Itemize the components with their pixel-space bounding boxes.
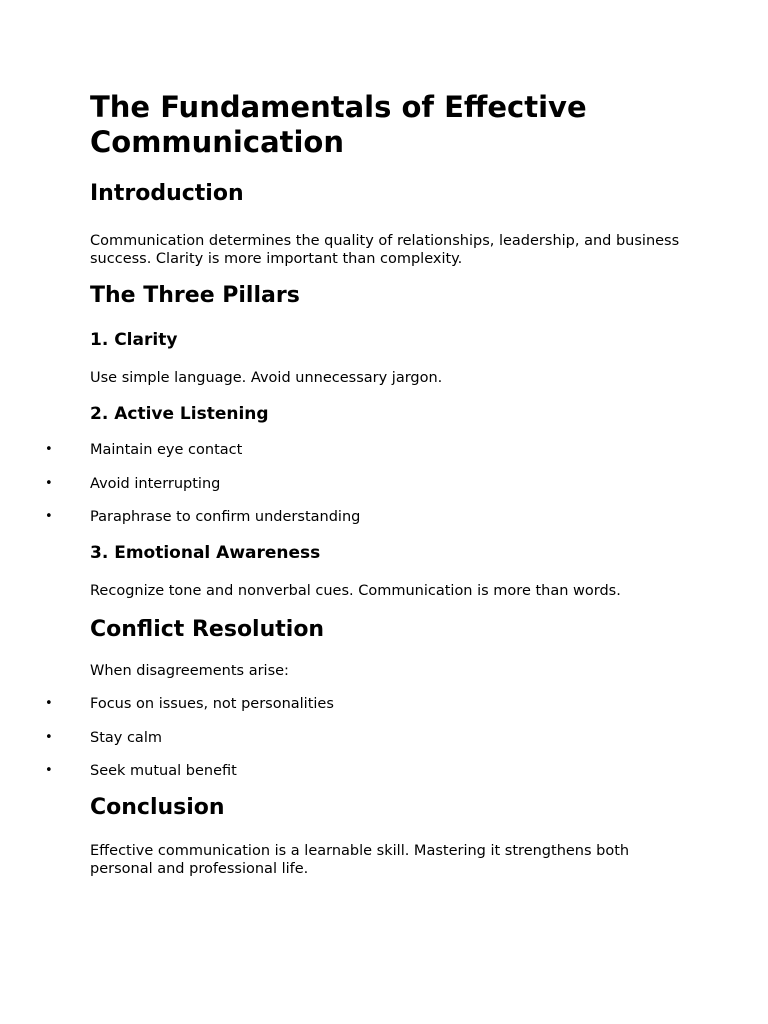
- list-item: [45, 695, 690, 713]
- heading-emotional-awareness: 3. Emotional Awareness: [90, 543, 321, 563]
- heading-conflict-resolution: Conflict Resolution: [90, 617, 325, 642]
- paragraph-conflict-intro: When disagreements arise:: [90, 663, 289, 679]
- list-item-text: Seek mutual benefit: [90, 763, 237, 779]
- paragraph-conclusion: Effective communication is a learnable skill. Mastering it strengthens both personal and professional life.: [90, 843, 630, 877]
- paragraph-emotional-awareness: Recognize tone and nonverbal cues. Communication is more than words.: [90, 583, 621, 599]
- bullet-icon: •: [45, 763, 53, 778]
- list-conflict-resolution: [45, 695, 690, 780]
- document-page: [45, 90, 690, 878]
- paragraph-clarity: Use simple language. Avoid unnecessary jargon.: [90, 370, 443, 386]
- list-item: [45, 475, 690, 493]
- list-item: [45, 508, 690, 526]
- heading-active-listening: 2. Active Listening: [90, 404, 269, 424]
- heading-conclusion: Conclusion: [90, 795, 225, 820]
- paragraph-introduction: Communication determines the quality of relationships, leadership, and business success. Clarity is more important than complexity.: [90, 233, 680, 267]
- bullet-icon: •: [45, 696, 53, 711]
- bullet-icon: •: [45, 509, 53, 524]
- list-active-listening: [45, 441, 690, 526]
- list-item-text: Avoid interrupting: [90, 475, 221, 492]
- bullet-icon: •: [45, 729, 53, 745]
- list-item-text: Paraphrase to confirm understanding: [90, 509, 361, 525]
- bullet-icon: •: [45, 475, 53, 491]
- document-title: The Fundamentals of Effective Communication: [90, 90, 587, 159]
- list-item-text: Stay calm: [90, 729, 162, 746]
- list-item: [45, 729, 690, 747]
- bullet-icon: •: [45, 442, 53, 457]
- list-item: [45, 762, 690, 780]
- heading-introduction: Introduction: [90, 181, 244, 206]
- list-item-text: Maintain eye contact: [90, 442, 243, 458]
- list-item-text: Focus on issues, not personalities: [90, 696, 334, 712]
- heading-clarity: 1. Clarity: [90, 330, 178, 350]
- heading-three-pillars: The Three Pillars: [90, 283, 300, 308]
- list-item: [45, 441, 690, 459]
